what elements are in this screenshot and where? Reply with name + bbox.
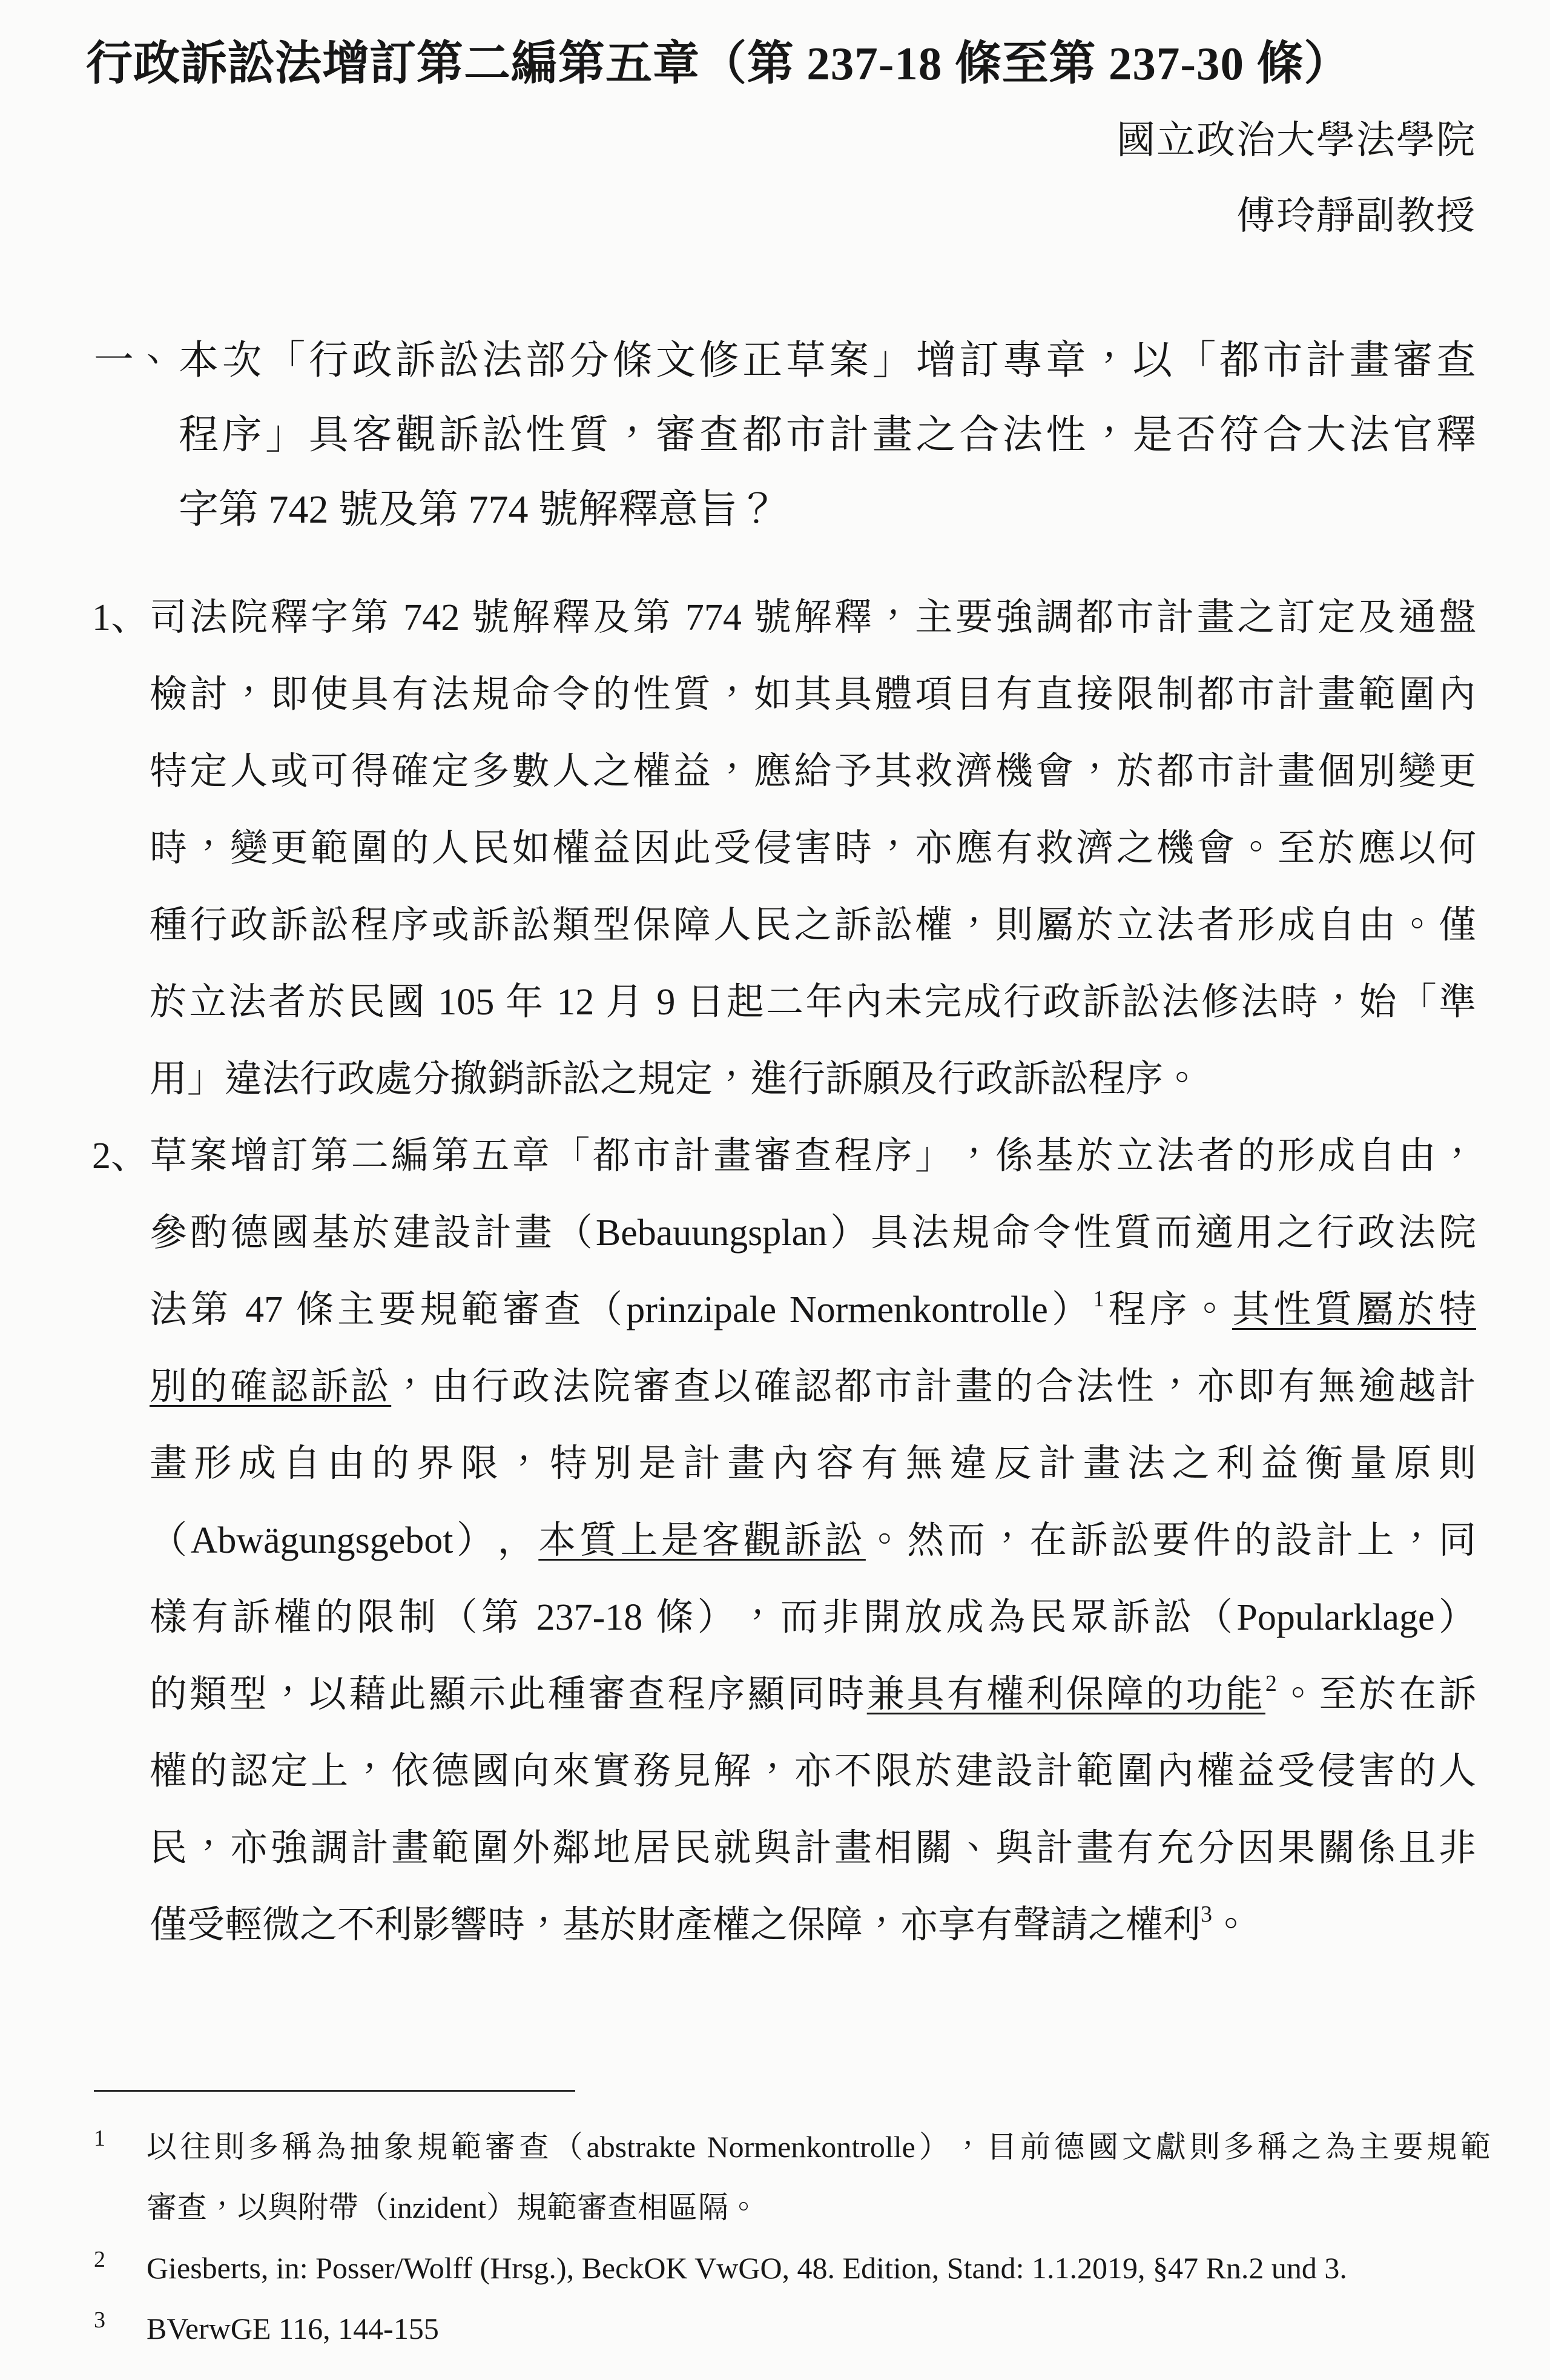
footnote-number: 3 <box>94 2307 105 2333</box>
author-name: 傅玲靜副教授 <box>1236 194 1476 237</box>
footnotes <box>94 2117 1491 2359</box>
question-line: 字第 742 號及第 774 號解釋意旨？ <box>179 488 778 532</box>
footnote-line: Giesberts, in: Posser/Wolff (Hrsg.), BeckOK VwGO, 48. Edition, Stand: 1.1.2019, §47 Rn.2 und 3. <box>147 2251 1347 2285</box>
text-segment: ，由行政法院審查以確認都市計畫的合法性，亦即有無逾越計 <box>391 1366 1476 1407</box>
paragraph-line: 權的認定上，依德國向來實務見解，亦不限於建設計範圍內權益受侵害的人 <box>150 1751 1476 1792</box>
paragraph-line: 用」違法行政處分撤銷訴訟之規定，進行訴願及行政訴訟程序。 <box>150 1059 1201 1100</box>
footnote-3 <box>94 2298 1491 2359</box>
text-segment: 程序。 <box>1104 1289 1233 1330</box>
question-marker: 一、 <box>94 339 174 383</box>
paragraph-line <box>150 1272 1476 1349</box>
text-segment: 僅受輕微之不利影響時，基於財產權之保障，亦享有聲請之權利 <box>150 1905 1201 1946</box>
paragraph-line: 時，變更範圍的人民如權益因此受侵害時，亦應有救濟之機會。至於應以何 <box>150 828 1476 869</box>
paragraph-line: 草案增訂第二編第五章「都市計畫審查程序」，係基於立法者的形成自由， <box>150 1135 1476 1177</box>
answer-paragraph-1 <box>92 580 1476 1118</box>
paragraph-marker: 1、 <box>92 597 149 638</box>
footnote-number: 2 <box>94 2247 105 2272</box>
text-segment: 。然而，在訴訟要件的設計上，同 <box>865 1520 1476 1561</box>
footnote-line: 審查，以與附帶（inzident）規範審查相區隔。 <box>147 2190 759 2224</box>
question-line: 本次「行政訴訟法部分條文修正草案」增訂專章，以「都市計畫審查 <box>179 339 1476 383</box>
question-line: 程序」具客觀訴訟性質，審查都市計畫之合法性，是否符合大法官釋 <box>179 413 1476 457</box>
footnote-2 <box>94 2238 1491 2298</box>
footnote-line: BVerwGE 116, 144-155 <box>147 2312 439 2345</box>
paragraph-line: 畫形成自由的界限，特別是計畫內容有無違反計畫法之利益衡量原則 <box>150 1443 1476 1484</box>
underlined-text: 本質上是客觀訴訟 <box>538 1520 866 1561</box>
question-section <box>94 323 1476 547</box>
paragraph-line: 檢討，即使具有法規命令的性質，如其具體項目有直接限制都市計畫範圍內 <box>150 674 1476 715</box>
underlined-text: 兼具有權利保障的功能 <box>866 1674 1265 1715</box>
paragraph-line: 種行政訴訟程序或訴訟類型保障人民之訴訟權，則屬於立法者形成自由。僅 <box>150 905 1476 946</box>
paragraph-line: 特定人或可得確定多數人之權益，應給予其救濟機會，於都市計畫個別變更 <box>150 751 1476 792</box>
footnote-1 <box>94 2117 1491 2238</box>
paragraph-line: 民，亦強調計畫範圍外鄰地居民就與計畫相關、與計畫有充分因果關係且非 <box>150 1828 1476 1869</box>
paragraph-line: 於立法者於民國 105 年 12 月 9 日起二年內未完成行政訴訟法修法時，始「準 <box>150 982 1476 1023</box>
answer-body <box>92 580 1476 1964</box>
paragraph-line <box>150 1502 1476 1579</box>
paragraph-line: 參酌德國基於建設計畫（Bebauungsplan）具法規命令性質而適用之行政法院 <box>150 1212 1476 1254</box>
footnote-separator <box>94 2090 575 2092</box>
author-institution: 國立政治大學法學院 <box>1116 119 1476 162</box>
paragraph-line: 樣有訴權的限制（第 237-18 條），而非開放成為民眾訴訟（Popularklage） <box>150 1597 1476 1638</box>
underlined-text: 其性質屬於特 <box>1232 1289 1476 1330</box>
text-segment: 。至於在訴 <box>1276 1674 1476 1715</box>
paragraph-line <box>150 1656 1476 1733</box>
answer-paragraph-2 <box>92 1118 1476 1964</box>
text-segment: 法第 47 條主要規範審查（prinzipale Normenkontrolle） <box>150 1289 1093 1330</box>
underlined-text: 別的確認訴訟 <box>150 1366 392 1407</box>
footnote-reference: 2 <box>1265 1671 1277 1696</box>
footnote-reference: 3 <box>1201 1902 1213 1927</box>
footnote-line: 以往則多稱為抽象規範審查（abstrakte Normenkontrolle），目前德國文獻則多稱之為主要規範 <box>147 2130 1491 2164</box>
document-title: 行政訴訟法增訂第二編第五章（第 237-18 條至第 237-30 條） <box>86 38 1351 90</box>
paragraph-line: 司法院釋字第 742 號解釋及第 774 號解釋，主要強調都市計畫之訂定及通盤 <box>150 597 1476 638</box>
paragraph-line <box>150 1887 1476 1964</box>
text-segment: （Abwägungsgebot）， <box>150 1520 539 1561</box>
footnote-reference: 1 <box>1093 1286 1105 1312</box>
paragraph-line <box>150 1349 1476 1426</box>
paragraph-marker: 2、 <box>92 1135 149 1177</box>
text-segment: 的類型，以藉此顯示此種審查程序顯同時 <box>150 1674 867 1715</box>
text-segment: 。 <box>1212 1905 1250 1946</box>
footnote-number: 1 <box>94 2126 105 2151</box>
